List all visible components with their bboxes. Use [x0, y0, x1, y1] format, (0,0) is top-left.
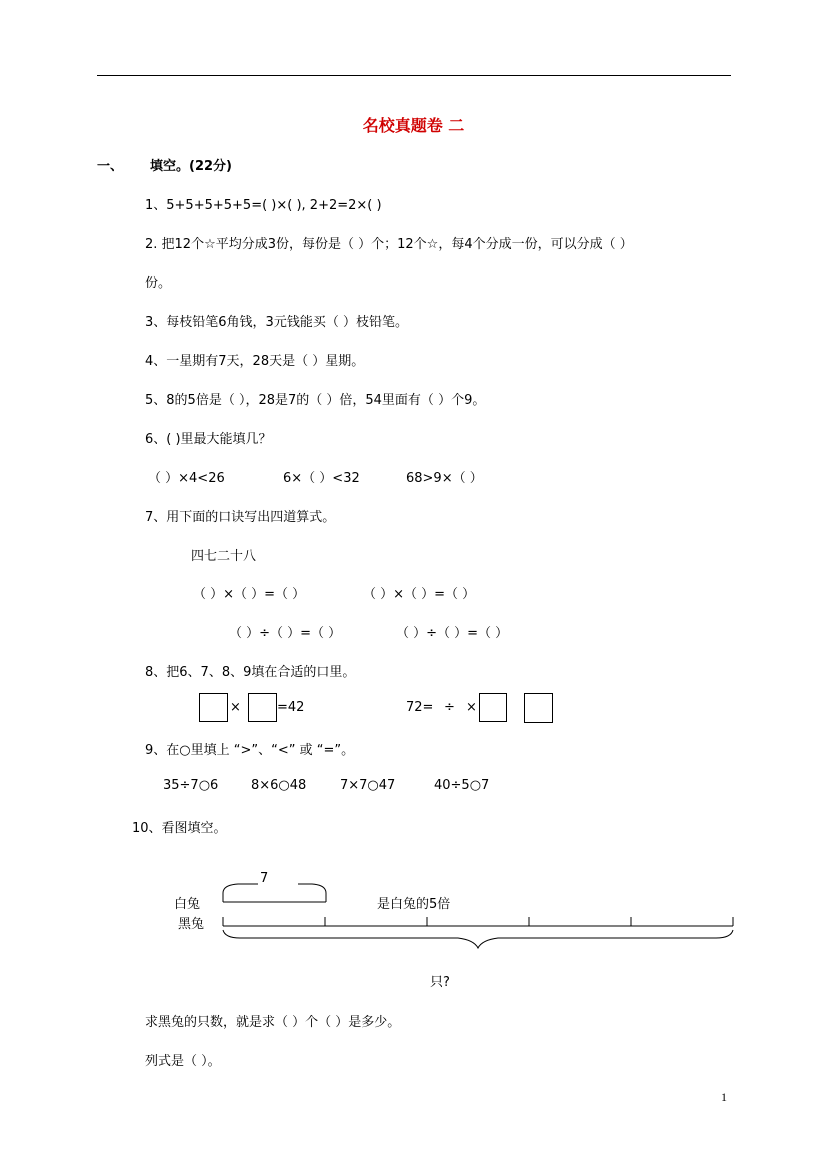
section-heading: 填空。(22分): [150, 159, 232, 174]
question-2-line1: 2. 把12个☆平均分成3份，每份是（ ）个；12个☆，每4个分成一份，可以分成（ ）: [145, 237, 633, 252]
question-4: 4、一星期有7天，28天是（ ）星期。: [145, 354, 365, 369]
q8-divide-sign: ÷: [444, 700, 455, 715]
bottom-brace: [223, 930, 733, 948]
section-number: 一、: [97, 159, 124, 174]
question-7-eq2: （ ）×（ ）=（ ）: [363, 587, 476, 602]
question-9-a: 35÷7○6: [163, 778, 219, 793]
black-rabbit-label: 黑兔: [178, 917, 205, 932]
question-6: 6、( )里最大能填几？: [145, 432, 272, 447]
question-7-eq4: （ ）÷（ ）=（ ）: [396, 626, 509, 641]
question-9-d: 40÷5○7: [434, 778, 490, 793]
top-brace-right: [298, 884, 326, 902]
question-7-eq1: （ ）×（ ）=（ ）: [193, 587, 306, 602]
seven-label: 7: [260, 871, 269, 886]
white-rabbit-label: 白兔: [174, 897, 201, 912]
question-10-formula: 列式是（ ）。: [145, 1054, 221, 1069]
question-9-c: 7×7○47: [340, 778, 396, 793]
question-6-a: （ ）×4<26: [148, 471, 225, 486]
question-2-line2: 份。: [145, 276, 172, 291]
question-3: 3、每枝铅笔6角钱，3元钱能买（ ）枝铅笔。: [145, 315, 408, 330]
question-mark-label: 只?: [430, 975, 450, 990]
q8-72-equals: 72=: [406, 700, 434, 715]
times-label: 是白兔的5倍: [377, 897, 451, 912]
question-7: 7、用下面的口诀写出四道算式。: [145, 510, 336, 525]
question-5: 5、8的5倍是（ ），28是7的（ ）倍，54里面有（ ）个9。: [145, 393, 486, 408]
top-brace-left: [223, 884, 258, 902]
question-10: 10、看图填空。: [132, 821, 227, 836]
question-10-ask: 求黑兔的只数，就是求（ ）个（ ）是多少。: [145, 1015, 401, 1030]
question-6-b: 6×（ ）<32: [283, 471, 360, 486]
q8-times-sign: ×: [230, 700, 241, 715]
question-8: 8、把6、7、8、9填在合适的口里。: [145, 665, 356, 680]
question-7-rhyme: 四七二十八: [191, 549, 257, 564]
question-9-b: 8×6○48: [251, 778, 307, 793]
question-1: 1、5+5+5+5+5=( )×( ), 2+2=2×( ): [145, 198, 382, 213]
q8-equals-42: =42: [277, 700, 305, 715]
page-title: 名校真题卷 二: [362, 116, 465, 135]
question-6-c: 68>9×（ ）: [406, 471, 483, 486]
page-number: 1: [721, 1090, 727, 1104]
question-9: 9、在○里填上 “>”、“<” 或 “=”。: [145, 743, 355, 758]
q8-times-sign-2: ×: [466, 700, 477, 715]
question-7-eq3: （ ）÷（ ）=（ ）: [229, 626, 342, 641]
